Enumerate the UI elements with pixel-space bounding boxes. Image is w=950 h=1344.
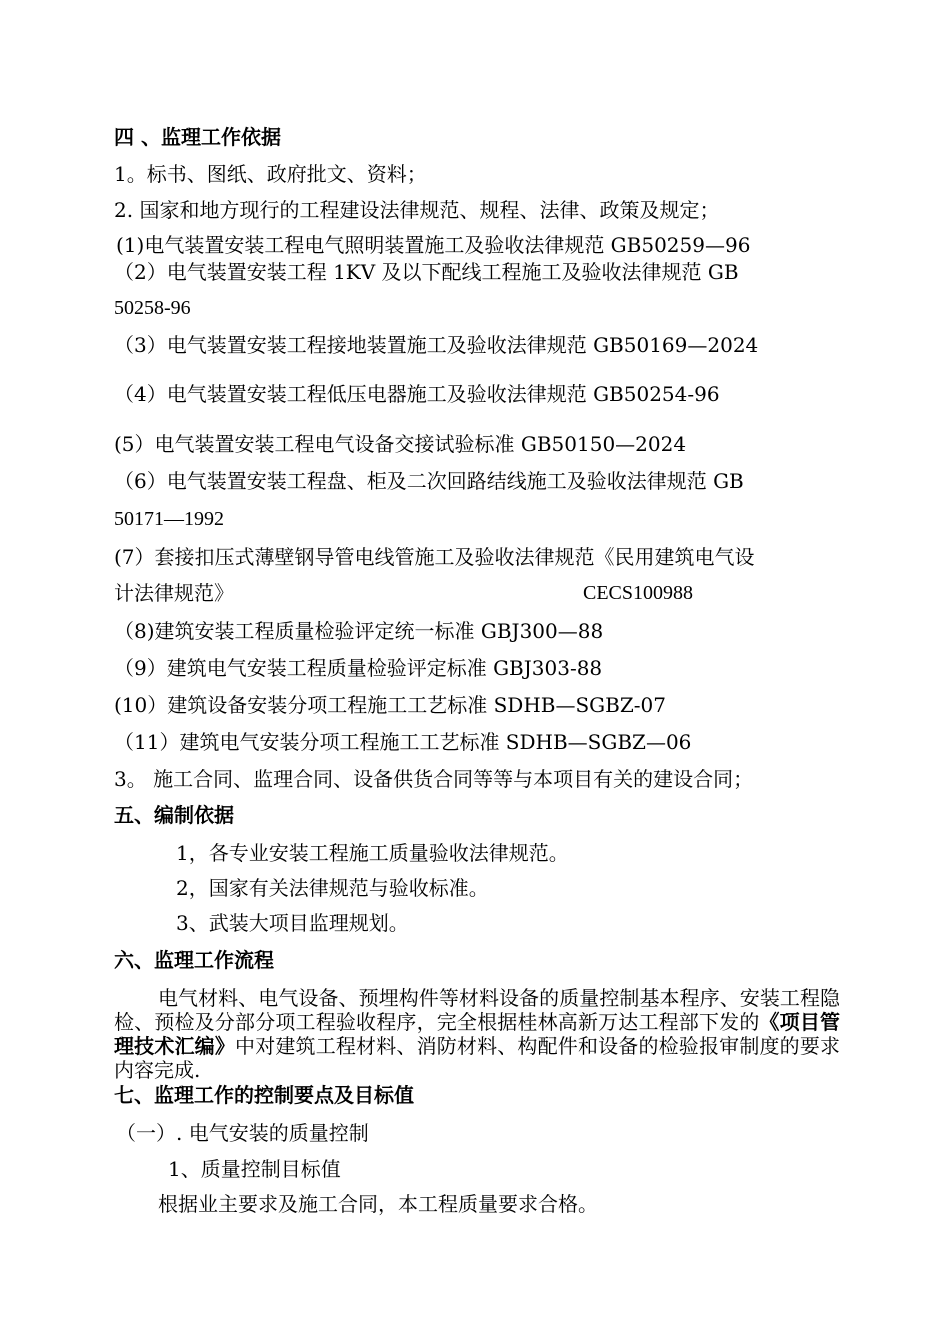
standard-6-line-1: （6）电气装置安装工程盘、柜及二次回路结线施工及验收法律规范 GB <box>114 469 744 493</box>
standard-10: (10）建筑设备安装分项工程施工工艺标准 SDHB—SGBZ-07 <box>114 693 666 717</box>
standard-3: （3）电气装置安装工程接地装置施工及验收法律规范 GB50169—2024 <box>114 333 759 357</box>
workflow-text-part-1: 电气材料、电气设备、预埋构件等材料设备的质量控制基本程序、安装工程隐检、预检及分部分项工程验收程序，完全根据桂林高新万达工程部下发的 <box>114 986 840 1034</box>
workflow-bold-title: 《项目管理技术汇编》 <box>114 1010 841 1058</box>
subsection-1-item-1: 1、质量控制目标值 <box>168 1157 341 1181</box>
basis-item-2: 2. 国家和地方现行的工程建设法律规范、规程、法律、政策及规定； <box>114 198 720 222</box>
standard-8: （8)建筑安装工程质量检验评定统一标准 GBJ300—88 <box>114 619 604 643</box>
standard-11: （11）建筑电气安装分项工程施工工艺标准 SDHB—SGBZ—06 <box>114 730 692 754</box>
compile-item-1: 1，各专业安装工程施工质量验收法律规范。 <box>176 841 569 865</box>
section-4-heading: 四 、监理工作依据 <box>114 125 281 149</box>
subsection-1-text: 根据业主要求及施工合同，本工程质量要求合格。 <box>158 1192 598 1216</box>
standard-2-line-1: （2）电气装置安装工程 1KV 及以下配线工程施工及验收法律规范 GB <box>114 260 739 284</box>
section-6-heading: 六、监理工作流程 <box>114 948 274 972</box>
workflow-paragraph <box>114 986 840 1082</box>
basis-item-3: 3。 施工合同、监理合同、设备供货合同等等与本项目有关的建设合同； <box>114 767 754 791</box>
section-7-heading: 七、监理工作的控制要点及目标值 <box>114 1083 414 1107</box>
standard-9: （9）建筑电气安装工程质量检验评定标准 GBJ303-88 <box>114 656 603 680</box>
compile-item-2: 2，国家有关法律规范与验收标准。 <box>176 876 489 900</box>
standard-1: (1)电气装置安装工程电气照明装置施工及验收法律规范 GB50259—96 <box>116 233 751 257</box>
standard-4: （4）电气装置安装工程低压电器施工及验收法律规范 GB50254-96 <box>114 382 720 406</box>
standard-7-code: CECS100988 <box>583 582 694 604</box>
standard-5: (5）电气装置安装工程电气设备交接试验标准 GB50150—2024 <box>114 432 687 456</box>
compile-item-3: 3、武装大项目监理规划。 <box>176 911 409 935</box>
section-5-heading: 五、编制依据 <box>114 803 234 827</box>
standard-2-line-2: 50258-96 <box>114 297 191 319</box>
workflow-text-part-2: 中对建筑工程材料、消防材料、构配件和设备的检验报审制度的要求内容完成. <box>114 1034 841 1082</box>
standard-7-line-2: 计法律规范》 <box>114 581 234 605</box>
standard-7-line-1: (7）套接扣压式薄壁钢导管电线管施工及验收法律规范《民用建筑电气设 <box>114 545 755 569</box>
subsection-1-heading: （一）. 电气安装的质量控制 <box>116 1121 369 1145</box>
basis-item-1: 1。标书、图纸、政府批文、资料； <box>114 162 427 186</box>
standard-6-line-2: 50171—1992 <box>114 508 224 530</box>
